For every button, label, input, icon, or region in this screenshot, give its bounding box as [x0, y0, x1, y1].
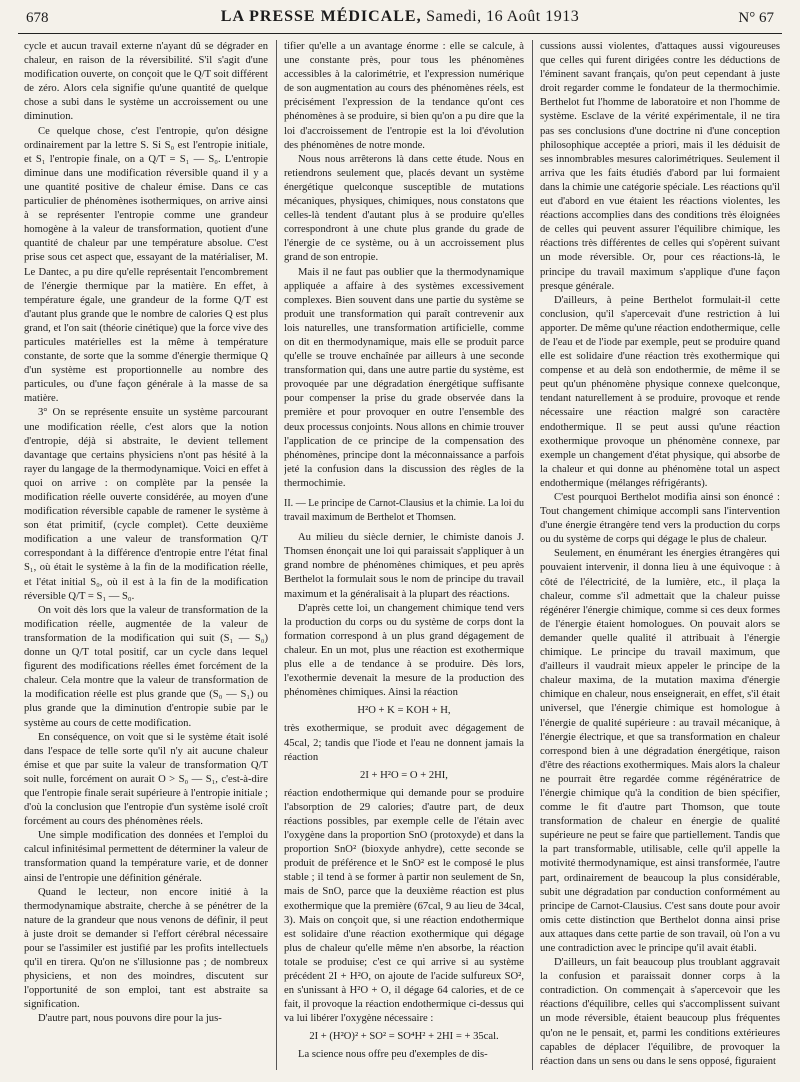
- column-2: [284, 40, 524, 1076]
- column-divider: [276, 40, 277, 1070]
- paragraph: tifier qu'elle a un avantage énorme : elle se calcule, à une constante près, pour tous les phénomènes accessibles à la calorimétrie, et l'expression numérique de son augmentation au cours des phénomènes réels, est précisément l'expression de la tendance qu'ont ces phénomènes à se produire, si bien qu'on a pu dire que la loi d'accroissement de l'entropie est la loi d'évolution des phénomènes de notre monde.: [284, 41, 524, 151]
- paragraph: La science nous offre peu d'exemples de dis-: [298, 1049, 488, 1061]
- paragraph: Nous nous arrêterons là dans cette étude. Nous en retiendrons seulement que, placés devant un système énergétique quelconque susceptible de mutations mécaniques, physiques, chimiques, nous constatons que celles-là tendent d'autant plus à se produire qu'elles correspondront à une chute plus grande du grade de l'énergie de ce système, ou à un accroissement plus grand de son entropie.: [284, 153, 524, 264]
- paragraph: Une simple modification des données et l'emploi du calcul infinitésimal permettent de déterminer la valeur de transformation quand la température varie, et de donner ainsi de l'entropie une définition générale.: [24, 830, 268, 884]
- issue-number: N° 67: [738, 10, 774, 26]
- paragraph: Seulement, en énumérant les énergies étrangères qui pouvaient intervenir, il donna lieu à une équivoque : à côté de l'électricité, de la lumière, etc., il plaça la chaleur, comme s'il admettait que la chaleur puisse régénérer l'énergie chimique, comme si ces deux formes de l'énergie étaient homologues. On pouvait alors se demander quelle qualité il attribuait à l'énergie chimique. Le principe du travail maximum, que d'ailleurs il vaudrait mieux appeler le principe de la chaleur maxima, de la mutation maxima d'énergie chimique en chaleur, nous enseignerait, en effet, s'il était universel, que l'énergie chimique est homologue à l'énergie de qualité supérieure : au travail mécanique, à l'énergie électrique, et que sa transformation en chaleur correspond bien à une dégradation énergétique, raison d'être des réactions exothermiques. Mais alors la chaleur ne pourrait être regardée comme régénératrice de l'énergie chimique qu'à la condition de bien spécifier, comme le fit d'autre part Thomson, que toute transformation de chaleur en énergie de qualité supérieure ne peut se faire que partiellement. Tandis que la part transformable, utilisable, celle qu'il appelle la motivité thermodynamique, est ainsi transformée, l'autre part, ordinairement de beaucoup la plus considérable, subit une dégradation par conduction conformément au principe de Carnot-Clausius. C'est sans doute pour avoir omis cette distinction que Berthelot donna ainsi prise aux attaques dans cette partie de son travail, où l'on a vu une contradiction avec le principe qu'il avait établi.: [540, 548, 780, 954]
- header-rule: [18, 33, 782, 34]
- masthead: [0, 8, 800, 26]
- paragraph: 3° On se représente ensuite un système parcourant une modification réelle, c'est alors que la notion d'entropie, déjà si abstraite, le devient tellement davantage que certains physiciens n'ont pas hésité à la rayer du langage de la thermodynamique. Voici en effet à quoi on arrive : on complète par la pensée la modification réelle ouverte considérée, au moyen d'une modification réversible capable de ramener le système à son état primitif, (cycle complet). Cette deuxième modification a une valeur de transformation Q/T correspondant à la différence d'entropie entre l'état final S₁, où était le système à la fin de la modification réelle, et l'état initial S₀, où il est à la fin de la modification réversible Q/T = S₁ — S₀.: [24, 407, 268, 602]
- paragraph: D'ailleurs, un fait beaucoup plus troublant aggravait la confusion et paraissait donner corps à la contradiction. On commençait à s'apercevoir que les réactions d'équilibre, celles qui s'accomplissent suivant un mode réversible, étaient beaucoup plus fréquentes qu'on ne le pensait, et, parmi les conditions extérieures capables de déplacer l'équilibre, de provoquer la réaction dans un sens ou dans le sens opposé, figuraient: [540, 957, 780, 1067]
- paragraph: Quand le lecteur, non encore initié à la thermodynamique abstraite, cherche à se pénétrer de la nature de la grandeur que nous venons de définir, il peut à juste droit se demander si l'effort cérébral nécessaire pour se l'assimiler est justifié par les profits intellectuels qu'il en tirera. Qu'on ne s'illusionne pas ; de nombreux physiciens, et non des moindres, discutent sur l'opportunité de son emploi, tant est abstraite sa signification.: [24, 886, 268, 1011]
- page-number: 678: [26, 10, 49, 26]
- section-heading: II. — Le principe de Carnot-Clausius et la chimie. La loi du travail maximum de Berthelot et Thomsen.: [284, 498, 524, 524]
- paragraph: D'autre part, nous pouvons dire pour la jus-: [38, 1013, 222, 1025]
- paragraph: Mais il ne faut pas oublier que la thermodynamique appliquée a affaire à des systèmes excessivement complexes. Bien souvent dans une partie du système se produit une transformation qui paraît contrevenir aux lois naturelles, une transformation artificielle, comme on dit en thermodynamique, mais elle se produit parce qu'elle se trouve enchaînée par ailleurs à une seconde transformation qui, dans une autre partie du système, est provoquée par une dégradation énergétique suffisante pour compenser la prise du grade observée dans la première et pour provoquer en outre l'ensemble des deux processus conjoints. Nous allons en chimie trouver l'application de ce principe de la compensation des phénomènes, principe dont la méconnaissance a parfois jeté la confusion dans la discussion des règles de la thermochimie.: [284, 266, 524, 489]
- column-divider: [532, 40, 533, 1070]
- chemical-formula: 2I + (H²O)² + SO² = SO⁴H² + 2HI = + 35cal.: [309, 1031, 499, 1043]
- paragraph: réaction endothermique qui demande pour se produire l'absorption de 29 calories; d'autre part, de deux réactions possibles, par exemple celle de l'étain avec l'oxygène dans la proportion SnO (protoxyde) et dans la proportion SnO² (bioxyde anhydre), cette seconde se produit de préférence et le SnO² est le composé le plus stable ; il tend à se former à partir non seulement de Sn, mais de SnO, parce que la deuxième réaction est plus exothermique que la première (67cal, 9 au lieu de 34cal, 3). Mais on conçoit que, si une réaction endothermique est solidaire d'une réaction exothermique qui dégage plus de chaleur qu'elle même n'en absorbe, la réaction totale se produise; c'est ce qui arrive si au système précédent 2I + H²O, on ajoute de l'acide sulfureux SO², en s'unissant à H²O + O, il dégage 64 calories, et de ce fait, il provoque la réaction endothermique ci-dessus qui va lui libérer l'oxygène nécessaire :: [284, 787, 524, 1025]
- chemical-formula: 2I + H²O = O + 2HI,: [360, 769, 448, 781]
- paragraph: D'après cette loi, un changement chimique tend vers la production du corps ou du système de corps dont la formation correspond à un plus grand dégagement de chaleur. En un mot, plus une réaction est exothermique plus elle a de tendance à se produire. Dès lors, l'exothermie devenait la mesure de la production des phénomènes chimiques. Ainsi la réaction: [284, 602, 524, 699]
- journal-title: LA PRESSE MÉDICALE,: [220, 8, 422, 25]
- paragraph: C'est pourquoi Berthelot modifia ainsi son énoncé : Tout changement chimique accompli sans l'intervention d'une énergie étrangère tend vers la production du corps ou du système de corps qui dégage le plus de chaleur.: [540, 492, 780, 546]
- paragraph: En conséquence, on voit que si le système était isolé dans l'espace de telle sorte qu'il n'y ait aucune chaleur émise et que par suite la valeur de transformation Q/T soit nulle, forcément on aurait O > S₀ — S₁, c'est-à-dire que l'entropie finale serait supérieure à l'entropie initiale ; d'où la conclusion que l'entropie d'un système isolé croît forcément au cours des phénomènes réels.: [24, 731, 268, 828]
- chemical-formula: H²O + K = KOH + H,: [357, 705, 451, 717]
- paragraph: On voit dès lors que la valeur de transformation de la modification réelle, augmentée de la valeur de transformation de la modification qui suit (S₁ — S₀) donne un Q/T total positif, car un cycle dans lequel figurent des modifications réelles émet forcément de la chaleur. Cela montre que la valeur de transformation de la modification réelle est plus grande que (S₀ — S₁) ou plus grande que la diminution d'entropie subie par le système au cours de cette modification.: [24, 604, 268, 729]
- page-header: [0, 8, 800, 34]
- paragraph: cussions aussi violentes, d'attaques aussi vigoureuses que celles qui furent dirigées contre les déductions de l'éminent savant français, qu'on peut cependant à juste droit regarder comme le fondateur de la thermochimie. Berthelot fut l'homme de laboratoire et non l'homme de système. Esclave de la vérité expérimentale, il ne tira pas ses conclusions d'une doctrine ni d'une conception philosophique acceptée a priori, mais il les déduisit de ses innombrables mesures calorimétriques. Seulement il arriva que les faits étudiés d'abord par lui formaient dans la chimie une catégorie spéciale. Les réactions qu'il eut d'abord en vue étaient les réactions violentes, les réactions accomplies dans des conditions très éloignées de celles qui peuvent assurer l'équilibre chimique, les réactions très différentes de celles qui s'opèrent suivant un mode réversible. Or, pour ces réactions-là, le principe du travail maximum s'applique d'une façon presque générale.: [540, 41, 780, 292]
- paragraph: très exothermique, se produit avec dégagement de 45cal, 2; tandis que l'iode et l'eau ne donnent jamais la réaction: [284, 723, 524, 763]
- column-3: [540, 40, 780, 1076]
- paragraph: Au milieu du siècle dernier, le chimiste danois J. Thomsen énonçait une loi qui paraissait s'appliquer à un grand nombre de phénomènes chimiques, et peu après Berthelot la formulait sous le nom de principe du travail maximum et la généralisait à la plupart des réactions.: [284, 532, 524, 600]
- issue-date: Samedi, 16 Août 1913: [426, 8, 580, 25]
- column-1: [24, 40, 268, 1076]
- paragraph: D'ailleurs, à peine Berthelot formulait-il cette conclusion, qu'il s'apercevait d'une restriction à lui apporter. De même qu'une réaction endothermique, celle de l'eau et de l'iode par exemple, peut se produire quand elle est solidaire d'une réaction très exothermique qui compense et au delà son endothermie, de même il se peut qu'un phénomène physique connexe quelconque, tendant naturellement à se produire, provoque et rende nécessaire une réaction malgré son caractère endothermique. Il se peut aussi qu'une réaction exothermique provoque un phénomène connexe, par exemple un changement d'état physique, qui absorbe de la chaleur et qui donne au phénomène total un aspect endothermique (mélanges réfrigérants).: [540, 294, 780, 489]
- paragraph: cycle et aucun travail externe n'ayant dû se dégrader en chaleur, en raison de la réversibilité. S'il s'agit d'une modification ouverte, on conçoit que le Q/T soit différent de zéro. Alors cela signifie qu'une quantité de quelque chose a subi dans le système un accroissement ou une diminution.: [24, 41, 268, 123]
- paragraph: Ce quelque chose, c'est l'entropie, qu'on désigne ordinairement par la lettre S. Si S₀ est l'entropie initiale, et S₁ l'entropie finale, on a Q/T = S₁ — S₀. L'entropie diminue dans une modification réversible quand il y a une quantité positive de chaleur émise. Dans ce cas particulier de phénomènes isothermiques, on arrive ainsi à se représenter l'entropie comme une grandeur homogène à la valeur de transformation, quotient d'une quantité de chaleur par une température absolue. C'est prise sous cet aspect que, essayant de la matérialiser, M. Le Dantec, a pu dire qu'elle représentait l'encombrement de l'énergie thermique par la matière. En effet, à température égale, une grandeur de la forme Q/T est d'autant plus grande que le nombre de calories Q est plus grand, et l'on sait (théorie cinétique) que la force vive des particules matérielles est la même à température constante, de sorte que la somme d'énergie thermique Q d'un système est proportionnelle au nombre des particules, ou d'une façon générale à la masse de sa matière.: [24, 125, 268, 405]
